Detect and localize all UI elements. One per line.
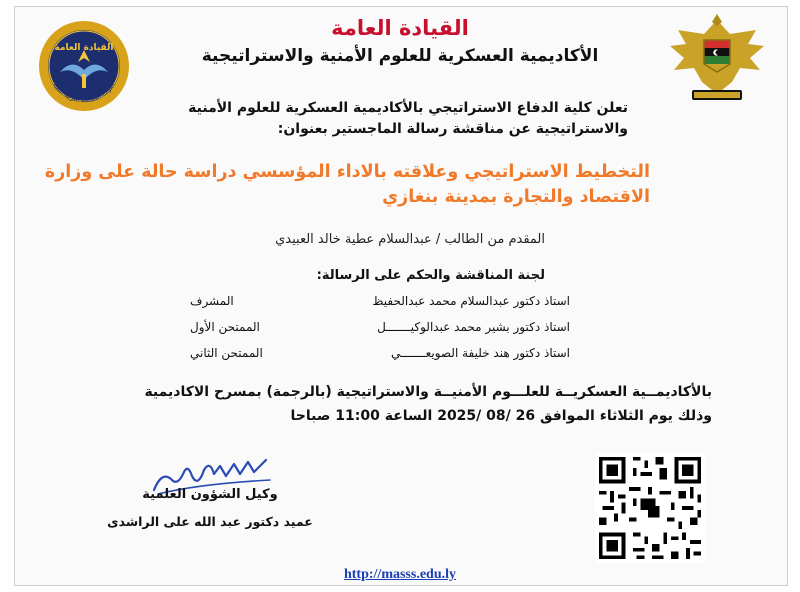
member-role: الممتحن الثاني [190,346,263,360]
intro-text [108,98,628,140]
left-logo-text: القيادة العامة [54,43,114,53]
signature-title: وكيل الشؤون العلمية [142,487,278,502]
intro-line-1: تعلن كلية الدفاع الاستراتيجي بالأكاديمية العسكرية للعلوم الأمنية [188,100,628,116]
qr-code-icon [595,453,705,563]
member-name: استاذ دكتور هند خليفة الصويعـــــــي [390,346,570,360]
member-name: استاذ دكتور بشير محمد عبدالوكيـــــــل [377,320,570,334]
committee-title: لجنة المناقشة والحكم على الرسالة: [316,268,545,283]
signature-name: عميد دكتور عبد الله على الراشدى [107,514,313,529]
committee-member [190,294,570,314]
venue-line-2: وذلك يوم الثلاثاء الموافق 26 /08 /2025 الساعة 11:00 صباحا [290,408,712,424]
thesis-title [30,160,650,210]
thesis-line-2: الاقتصاد والتجارة بمدينة بنغازي [382,187,650,207]
member-role: الممتحن الأول [190,320,260,334]
intro-line-2: والاستراتيجية عن مناقشة رسالة الماجستير بعنوان: [277,121,628,137]
left-logo-ring-text: القوات المسلحة العربية الليبية [51,81,117,105]
website-link[interactable]: http://masss.edu.ly [343,567,457,582]
member-role: المشرف [190,294,234,308]
venue-line-1: بالأكاديمــية العسكريــة للعلـــوم الأمنيــة والاستراتيجية (بالرجمة) بمسرح الاكاديمية [144,384,712,400]
venue-text [92,380,712,428]
thesis-line-1: التخطيط الاستراتيجي وعلاقته بالاداء المؤسسي دراسة حالة على وزارة [44,162,650,182]
committee-member [190,320,570,340]
member-name: استاذ دكتور عبدالسلام محمد عبدالحفيظ [372,294,570,308]
committee-member [190,346,570,366]
header-subtitle: الأكاديمية العسكرية للعلوم الأمنية والاستراتيجية [201,46,599,66]
student-name: المقدم من الطالب / عبدالسلام عطية خالد العبيدي [275,232,545,247]
header-title: القيادة العامة [331,16,469,40]
